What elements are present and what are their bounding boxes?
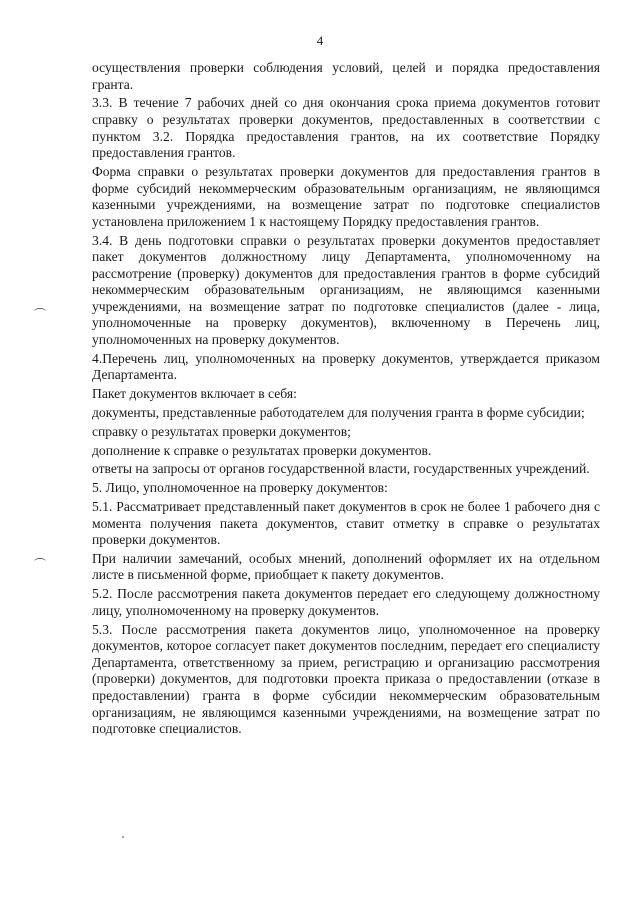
paragraph-remarks: При наличии замечаний, особых мнений, дополнений оформляет их на отдельном листе в письменной форме, приобщает к пакету документов. [92,550,600,583]
margin-pencil-mark [34,558,46,565]
paragraph-form-of-reference: Форма справки о результатах проверки документов для предоставления грантов в форме субсидий некоммерческим образовательным организациям, не являющимся казенными учреждениями, на возмещение затрат по подготовке специалистов установлена приложением 1 к настоящему Порядку предоставления грантов. [92,163,600,229]
document-body [92,60,600,740]
package-item-reference: справку о результатах проверки документов; [92,423,351,439]
scan-speck [122,836,124,838]
paragraph-5-heading: 5. Лицо, уполномоченное на проверку документов: [92,480,388,496]
paragraph-continuation: осуществления проверки соблюдения условий, целей и порядка предоставления гранта. [92,60,600,92]
paragraph-3-3: 3.3. В течение 7 рабочих дней со дня окончания срока приема документов готовит справку о результатах проверки документов, предоставленных в соответствии с пунктом 3.2. Порядка предоставления грантов, на их соответствие Порядку предоставления грантов. [92,95,600,161]
paragraph-5-3: 5.3. После рассмотрения пакета документов лицо, уполномоченное на проверку документов, которое согласует пакет документов последним, передает его специалисту Департамента, ответственному за прием, регистрацию и организацию рассмотрения (проверки) документов, для подготовки проекта приказа о предоставлении (отказе в предоставлении) гранта в форме субсидии некоммерческим образовательным организациям, не являющимся казенными учреждениями, на возмещение затрат по подготовке специалистов. [92,621,600,737]
paragraph-5-1: 5.1. Рассматривает представленный пакет документов в срок не более 1 рабочего дня с момента получения пакета документов, ставит отметку в справке о результатах проверки документов. [92,498,600,548]
package-item-authority-responses: ответы на запросы от органов государственной власти, государственных учреждений. [92,461,590,477]
paragraph-5-2: 5.2. После рассмотрения пакета документов передает его следующему должностному лицу, уполномоченному на проверку документов. [92,586,600,618]
package-item-reference-supplement: дополнение к справке о результатах проверки документов. [92,442,432,458]
paragraph-package-contents-heading: Пакет документов включает в себя: [92,386,297,402]
paragraph-3-4: 3.4. В день подготовки справки о результатах проверки документов предоставляет пакет документов должностному лицу Департамента, уполномоченному на рассмотрение (проверку) документов для предоставления грантов в форме субсидий некоммерческим образовательным организациям, не являющимся казенными учреждениями, на возмещение затрат по подготовке специалистов (далее - лица, уполномоченные на проверку документов), включенному в Перечень лиц, уполномоченных на проверку документов. [92,232,600,348]
page-number: 4 [316,33,324,48]
margin-pencil-mark [34,308,46,315]
paragraph-4: 4.Перечень лиц, уполномоченных на проверку документов, утверждается приказом Департамента. [92,350,600,383]
package-item-employer-documents: документы, представленные работодателем для получения гранта в форме субсидии; [92,405,585,420]
